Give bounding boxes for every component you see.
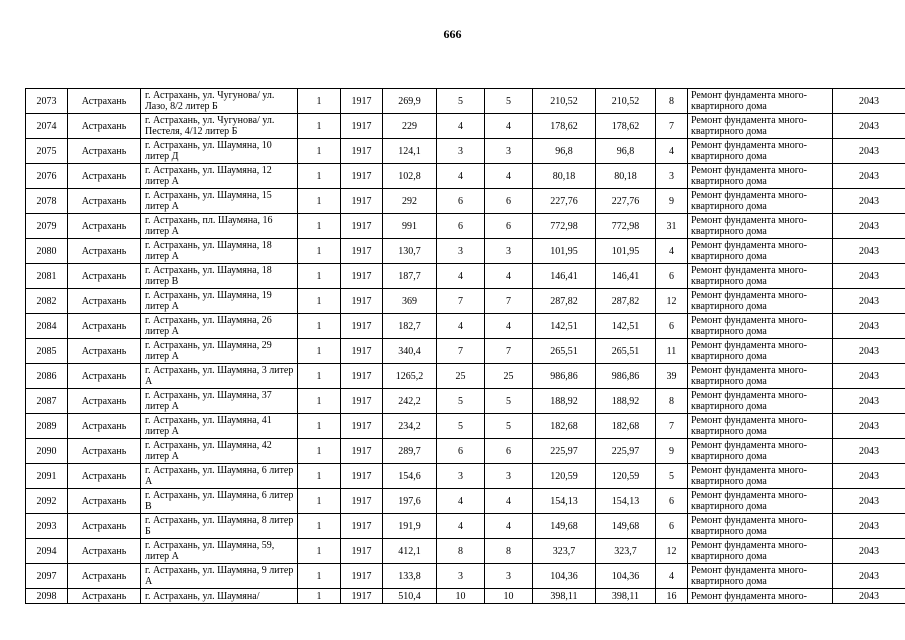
house-id-cell: 2086 [26, 364, 68, 389]
address-cell: г. Астрахань, ул. Шаумяна, 12 литер А [141, 164, 298, 189]
value-c-cell: 8 [656, 89, 688, 114]
value-c-cell: 4 [656, 564, 688, 589]
work-type-cell: Ремонт фундамента много- [688, 589, 833, 604]
cost-b-cell: 210,52 [596, 89, 656, 114]
value-b-cell: 4 [485, 164, 533, 189]
value-a-cell: 5 [437, 389, 485, 414]
city-cell: Астрахань [68, 139, 141, 164]
table-row [26, 139, 905, 164]
value-a-cell: 6 [437, 439, 485, 464]
count-cell: 1 [298, 189, 341, 214]
area-cell: 1265,2 [383, 364, 437, 389]
repair-register-table [25, 88, 905, 604]
city-cell: Астрахань [68, 514, 141, 539]
table-row [26, 489, 905, 514]
plan-year-cell: 2043 [833, 389, 905, 414]
plan-year-cell: 2043 [833, 164, 905, 189]
address-cell: г. Астрахань, ул. Шаумяна, 41 литер А [141, 414, 298, 439]
year-cell: 1917 [341, 239, 383, 264]
plan-year-cell: 2043 [833, 364, 905, 389]
table-row [26, 114, 905, 139]
cost-b-cell: 154,13 [596, 489, 656, 514]
count-cell: 1 [298, 539, 341, 564]
plan-year-cell: 2043 [833, 439, 905, 464]
cost-a-cell: 142,51 [533, 314, 596, 339]
cost-b-cell: 772,98 [596, 214, 656, 239]
work-type-cell: Ремонт фундамента много-квартирного дома [688, 339, 833, 364]
cost-a-cell: 104,36 [533, 564, 596, 589]
value-a-cell: 3 [437, 464, 485, 489]
address-cell: г. Астрахань, ул. Шаумяна, 29 литер А [141, 339, 298, 364]
year-cell: 1917 [341, 314, 383, 339]
address-cell: г. Астрахань, ул. Шаумяна, 19 литер А [141, 289, 298, 314]
address-cell: г. Астрахань, ул. Шаумяна, 9 литер А [141, 564, 298, 589]
value-b-cell: 7 [485, 339, 533, 364]
house-id-cell: 2093 [26, 514, 68, 539]
plan-year-cell: 2043 [833, 589, 905, 604]
plan-year-cell: 2043 [833, 314, 905, 339]
count-cell: 1 [298, 314, 341, 339]
value-b-cell: 3 [485, 139, 533, 164]
address-cell: г. Астрахань, пл. Шаумяна, 16 литер А [141, 214, 298, 239]
city-cell: Астрахань [68, 564, 141, 589]
value-c-cell: 7 [656, 114, 688, 139]
cost-b-cell: 96,8 [596, 139, 656, 164]
address-cell: г. Астрахань, ул. Чугунова/ ул. Пестеля, 4/12 литер Б [141, 114, 298, 139]
city-cell: Астрахань [68, 489, 141, 514]
plan-year-cell: 2043 [833, 489, 905, 514]
work-type-cell: Ремонт фундамента много-квартирного дома [688, 114, 833, 139]
value-c-cell: 7 [656, 414, 688, 439]
address-cell: г. Астрахань, ул. Шаумяна, 15 литер А [141, 189, 298, 214]
house-id-cell: 2098 [26, 589, 68, 604]
table-row [26, 239, 905, 264]
cost-b-cell: 986,86 [596, 364, 656, 389]
cost-a-cell: 146,41 [533, 264, 596, 289]
address-cell: г. Астрахань, ул. Шаумяна, 59, литер А [141, 539, 298, 564]
area-cell: 154,6 [383, 464, 437, 489]
area-cell: 182,7 [383, 314, 437, 339]
year-cell: 1917 [341, 364, 383, 389]
cost-b-cell: 398,11 [596, 589, 656, 604]
work-type-cell: Ремонт фундамента много-квартирного дома [688, 439, 833, 464]
area-cell: 234,2 [383, 414, 437, 439]
value-a-cell: 8 [437, 539, 485, 564]
cost-b-cell: 287,82 [596, 289, 656, 314]
house-id-cell: 2090 [26, 439, 68, 464]
value-b-cell: 5 [485, 414, 533, 439]
table-row [26, 389, 905, 414]
count-cell: 1 [298, 239, 341, 264]
plan-year-cell: 2043 [833, 239, 905, 264]
year-cell: 1917 [341, 164, 383, 189]
city-cell: Астрахань [68, 414, 141, 439]
value-c-cell: 6 [656, 514, 688, 539]
table-row [26, 364, 905, 389]
value-a-cell: 5 [437, 89, 485, 114]
address-cell: г. Астрахань, ул. Шаумяна, 8 литер Б [141, 514, 298, 539]
house-id-cell: 2082 [26, 289, 68, 314]
count-cell: 1 [298, 414, 341, 439]
work-type-cell: Ремонт фундамента много-квартирного дома [688, 564, 833, 589]
table-row [26, 589, 905, 604]
house-id-cell: 2084 [26, 314, 68, 339]
table-row [26, 89, 905, 114]
value-a-cell: 4 [437, 514, 485, 539]
address-cell: г. Астрахань, ул. Чугунова/ ул. Лазо, 8/2 литер Б [141, 89, 298, 114]
value-a-cell: 4 [437, 264, 485, 289]
cost-a-cell: 986,86 [533, 364, 596, 389]
city-cell: Астрахань [68, 114, 141, 139]
year-cell: 1917 [341, 89, 383, 114]
table-row [26, 414, 905, 439]
work-type-cell: Ремонт фундамента много-квартирного дома [688, 489, 833, 514]
city-cell: Астрахань [68, 439, 141, 464]
value-c-cell: 16 [656, 589, 688, 604]
value-a-cell: 4 [437, 164, 485, 189]
year-cell: 1917 [341, 489, 383, 514]
cost-b-cell: 146,41 [596, 264, 656, 289]
count-cell: 1 [298, 139, 341, 164]
city-cell: Астрахань [68, 89, 141, 114]
area-cell: 187,7 [383, 264, 437, 289]
work-type-cell: Ремонт фундамента много-квартирного дома [688, 364, 833, 389]
table-row [26, 164, 905, 189]
table-row [26, 439, 905, 464]
count-cell: 1 [298, 489, 341, 514]
value-b-cell: 6 [485, 214, 533, 239]
value-c-cell: 9 [656, 189, 688, 214]
area-cell: 269,9 [383, 89, 437, 114]
value-a-cell: 6 [437, 214, 485, 239]
area-cell: 340,4 [383, 339, 437, 364]
plan-year-cell: 2043 [833, 464, 905, 489]
value-c-cell: 8 [656, 389, 688, 414]
table-row [26, 264, 905, 289]
count-cell: 1 [298, 89, 341, 114]
value-c-cell: 39 [656, 364, 688, 389]
work-type-cell: Ремонт фундамента много-квартирного дома [688, 89, 833, 114]
plan-year-cell: 2043 [833, 514, 905, 539]
work-type-cell: Ремонт фундамента много-квартирного дома [688, 464, 833, 489]
house-id-cell: 2079 [26, 214, 68, 239]
value-a-cell: 10 [437, 589, 485, 604]
address-cell: г. Астрахань, ул. Шаумяна, 42 литер А [141, 439, 298, 464]
plan-year-cell: 2043 [833, 139, 905, 164]
plan-year-cell: 2043 [833, 539, 905, 564]
value-a-cell: 7 [437, 339, 485, 364]
city-cell: Астрахань [68, 539, 141, 564]
cost-a-cell: 80,18 [533, 164, 596, 189]
year-cell: 1917 [341, 514, 383, 539]
plan-year-cell: 2043 [833, 414, 905, 439]
year-cell: 1917 [341, 564, 383, 589]
house-id-cell: 2074 [26, 114, 68, 139]
area-cell: 292 [383, 189, 437, 214]
value-c-cell: 9 [656, 439, 688, 464]
year-cell: 1917 [341, 139, 383, 164]
area-cell: 124,1 [383, 139, 437, 164]
table-row [26, 514, 905, 539]
value-a-cell: 6 [437, 189, 485, 214]
table-row [26, 339, 905, 364]
count-cell: 1 [298, 339, 341, 364]
work-type-cell: Ремонт фундамента много-квартирного дома [688, 289, 833, 314]
year-cell: 1917 [341, 439, 383, 464]
cost-a-cell: 154,13 [533, 489, 596, 514]
house-id-cell: 2094 [26, 539, 68, 564]
city-cell: Астрахань [68, 189, 141, 214]
cost-b-cell: 188,92 [596, 389, 656, 414]
cost-a-cell: 398,11 [533, 589, 596, 604]
table-row [26, 314, 905, 339]
count-cell: 1 [298, 589, 341, 604]
value-b-cell: 25 [485, 364, 533, 389]
value-a-cell: 7 [437, 289, 485, 314]
plan-year-cell: 2043 [833, 289, 905, 314]
area-cell: 191,9 [383, 514, 437, 539]
work-type-cell: Ремонт фундамента много-квартирного дома [688, 414, 833, 439]
value-c-cell: 4 [656, 139, 688, 164]
plan-year-cell: 2043 [833, 214, 905, 239]
work-type-cell: Ремонт фундамента много-квартирного дома [688, 389, 833, 414]
cost-a-cell: 323,7 [533, 539, 596, 564]
area-cell: 991 [383, 214, 437, 239]
table-row [26, 564, 905, 589]
house-id-cell: 2081 [26, 264, 68, 289]
work-type-cell: Ремонт фундамента много-квартирного дома [688, 514, 833, 539]
area-cell: 369 [383, 289, 437, 314]
value-b-cell: 4 [485, 314, 533, 339]
year-cell: 1917 [341, 114, 383, 139]
address-cell: г. Астрахань, ул. Шаумяна, 3 литер А [141, 364, 298, 389]
count-cell: 1 [298, 214, 341, 239]
value-b-cell: 3 [485, 464, 533, 489]
cost-a-cell: 210,52 [533, 89, 596, 114]
year-cell: 1917 [341, 414, 383, 439]
work-type-cell: Ремонт фундамента много-квартирного дома [688, 139, 833, 164]
work-type-cell: Ремонт фундамента много-квартирного дома [688, 264, 833, 289]
value-b-cell: 4 [485, 514, 533, 539]
area-cell: 130,7 [383, 239, 437, 264]
cost-a-cell: 149,68 [533, 514, 596, 539]
city-cell: Астрахань [68, 389, 141, 414]
table-row [26, 189, 905, 214]
value-b-cell: 5 [485, 389, 533, 414]
cost-a-cell: 178,62 [533, 114, 596, 139]
cost-b-cell: 80,18 [596, 164, 656, 189]
house-id-cell: 2073 [26, 89, 68, 114]
value-b-cell: 3 [485, 564, 533, 589]
cost-b-cell: 142,51 [596, 314, 656, 339]
plan-year-cell: 2043 [833, 114, 905, 139]
city-cell: Астрахань [68, 289, 141, 314]
value-b-cell: 4 [485, 114, 533, 139]
value-b-cell: 4 [485, 264, 533, 289]
count-cell: 1 [298, 439, 341, 464]
area-cell: 510,4 [383, 589, 437, 604]
city-cell: Астрахань [68, 164, 141, 189]
value-c-cell: 31 [656, 214, 688, 239]
value-c-cell: 5 [656, 464, 688, 489]
cost-b-cell: 101,95 [596, 239, 656, 264]
cost-b-cell: 178,62 [596, 114, 656, 139]
value-b-cell: 4 [485, 489, 533, 514]
cost-a-cell: 182,68 [533, 414, 596, 439]
city-cell: Астрахань [68, 464, 141, 489]
area-cell: 242,2 [383, 389, 437, 414]
year-cell: 1917 [341, 464, 383, 489]
cost-b-cell: 323,7 [596, 539, 656, 564]
cost-b-cell: 225,97 [596, 439, 656, 464]
cost-b-cell: 182,68 [596, 414, 656, 439]
year-cell: 1917 [341, 189, 383, 214]
year-cell: 1917 [341, 539, 383, 564]
city-cell: Астрахань [68, 339, 141, 364]
count-cell: 1 [298, 164, 341, 189]
value-b-cell: 5 [485, 89, 533, 114]
house-id-cell: 2075 [26, 139, 68, 164]
house-id-cell: 2076 [26, 164, 68, 189]
cost-a-cell: 287,82 [533, 289, 596, 314]
year-cell: 1917 [341, 589, 383, 604]
value-a-cell: 4 [437, 489, 485, 514]
value-c-cell: 6 [656, 489, 688, 514]
plan-year-cell: 2043 [833, 564, 905, 589]
plan-year-cell: 2043 [833, 339, 905, 364]
cost-a-cell: 227,76 [533, 189, 596, 214]
value-a-cell: 3 [437, 139, 485, 164]
value-c-cell: 6 [656, 264, 688, 289]
count-cell: 1 [298, 114, 341, 139]
plan-year-cell: 2043 [833, 264, 905, 289]
count-cell: 1 [298, 464, 341, 489]
value-b-cell: 10 [485, 589, 533, 604]
cost-a-cell: 101,95 [533, 239, 596, 264]
table-row [26, 539, 905, 564]
count-cell: 1 [298, 564, 341, 589]
city-cell: Астрахань [68, 264, 141, 289]
year-cell: 1917 [341, 389, 383, 414]
count-cell: 1 [298, 514, 341, 539]
value-c-cell: 12 [656, 289, 688, 314]
count-cell: 1 [298, 289, 341, 314]
year-cell: 1917 [341, 289, 383, 314]
work-type-cell: Ремонт фундамента много-квартирного дома [688, 189, 833, 214]
plan-year-cell: 2043 [833, 189, 905, 214]
value-b-cell: 8 [485, 539, 533, 564]
house-id-cell: 2089 [26, 414, 68, 439]
work-type-cell: Ремонт фундамента много-квартирного дома [688, 539, 833, 564]
house-id-cell: 2087 [26, 389, 68, 414]
cost-a-cell: 96,8 [533, 139, 596, 164]
work-type-cell: Ремонт фундамента много-квартирного дома [688, 314, 833, 339]
value-b-cell: 3 [485, 239, 533, 264]
address-cell: г. Астрахань, ул. Шаумяна, 10 литер Д [141, 139, 298, 164]
address-cell: г. Астрахань, ул. Шаумяна, 18 литер А [141, 239, 298, 264]
address-cell: г. Астрахань, ул. Шаумяна, 18 литер В [141, 264, 298, 289]
address-cell: г. Астрахань, ул. Шаумяна, 6 литер А [141, 464, 298, 489]
house-id-cell: 2097 [26, 564, 68, 589]
count-cell: 1 [298, 364, 341, 389]
value-a-cell: 25 [437, 364, 485, 389]
address-cell: г. Астрахань, ул. Шаумяна, 37 литер А [141, 389, 298, 414]
house-id-cell: 2091 [26, 464, 68, 489]
area-cell: 197,6 [383, 489, 437, 514]
value-a-cell: 4 [437, 314, 485, 339]
value-b-cell: 6 [485, 189, 533, 214]
value-a-cell: 4 [437, 114, 485, 139]
area-cell: 229 [383, 114, 437, 139]
table-body [26, 89, 905, 604]
value-c-cell: 11 [656, 339, 688, 364]
page-number: 666 [443, 27, 462, 41]
work-type-cell: Ремонт фундамента много-квартирного дома [688, 164, 833, 189]
value-b-cell: 7 [485, 289, 533, 314]
value-c-cell: 4 [656, 239, 688, 264]
value-c-cell: 6 [656, 314, 688, 339]
count-cell: 1 [298, 389, 341, 414]
city-cell: Астрахань [68, 589, 141, 604]
city-cell: Астрахань [68, 314, 141, 339]
cost-a-cell: 772,98 [533, 214, 596, 239]
value-c-cell: 3 [656, 164, 688, 189]
cost-b-cell: 149,68 [596, 514, 656, 539]
value-a-cell: 5 [437, 414, 485, 439]
value-c-cell: 12 [656, 539, 688, 564]
cost-a-cell: 265,51 [533, 339, 596, 364]
count-cell: 1 [298, 264, 341, 289]
work-type-cell: Ремонт фундамента много-квартирного дома [688, 239, 833, 264]
cost-a-cell: 188,92 [533, 389, 596, 414]
year-cell: 1917 [341, 264, 383, 289]
area-cell: 412,1 [383, 539, 437, 564]
house-id-cell: 2080 [26, 239, 68, 264]
city-cell: Астрахань [68, 364, 141, 389]
city-cell: Астрахань [68, 214, 141, 239]
address-cell: г. Астрахань, ул. Шаумяна, 6 литер В [141, 489, 298, 514]
area-cell: 289,7 [383, 439, 437, 464]
cost-b-cell: 227,76 [596, 189, 656, 214]
year-cell: 1917 [341, 214, 383, 239]
cost-b-cell: 104,36 [596, 564, 656, 589]
city-cell: Астрахань [68, 239, 141, 264]
area-cell: 133,8 [383, 564, 437, 589]
value-a-cell: 3 [437, 564, 485, 589]
house-id-cell: 2092 [26, 489, 68, 514]
area-cell: 102,8 [383, 164, 437, 189]
cost-a-cell: 225,97 [533, 439, 596, 464]
house-id-cell: 2085 [26, 339, 68, 364]
cost-b-cell: 265,51 [596, 339, 656, 364]
work-type-cell: Ремонт фундамента много-квартирного дома [688, 214, 833, 239]
cost-a-cell: 120,59 [533, 464, 596, 489]
year-cell: 1917 [341, 339, 383, 364]
table-row [26, 214, 905, 239]
plan-year-cell: 2043 [833, 89, 905, 114]
table-row [26, 464, 905, 489]
value-a-cell: 3 [437, 239, 485, 264]
cost-b-cell: 120,59 [596, 464, 656, 489]
table-row [26, 289, 905, 314]
address-cell: г. Астрахань, ул. Шаумяна/ [141, 589, 298, 604]
value-b-cell: 6 [485, 439, 533, 464]
address-cell: г. Астрахань, ул. Шаумяна, 26 литер А [141, 314, 298, 339]
house-id-cell: 2078 [26, 189, 68, 214]
